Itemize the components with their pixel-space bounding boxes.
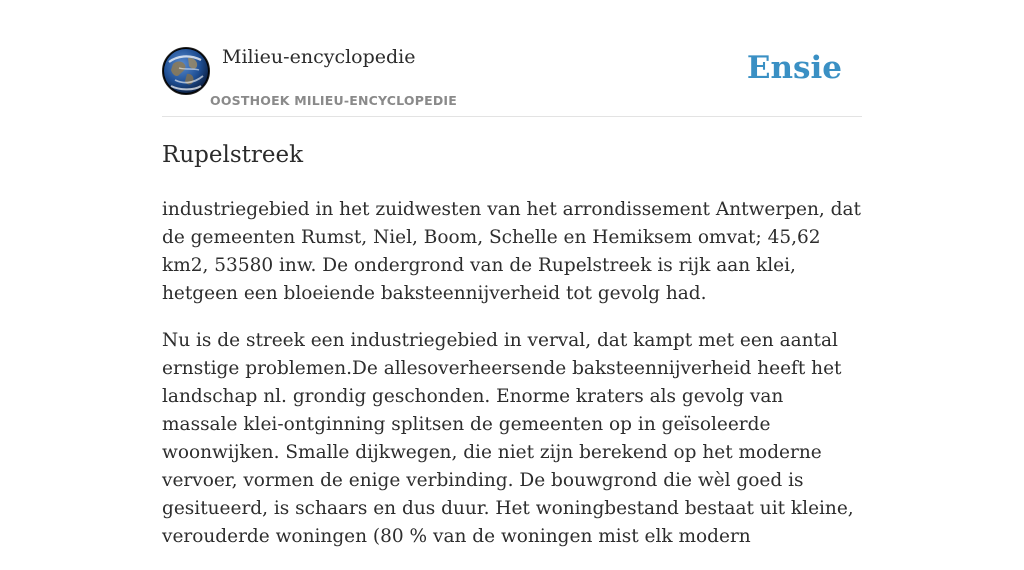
article [162, 140, 862, 570]
site-subtitle: OOSTHOEK MILIEU-ENCYCLOPEDIE [210, 93, 457, 108]
site-header [162, 0, 862, 117]
article-paragraph: industriegebied in het zuidwesten van het arrondissement Antwerpen, dat de gemeenten Rumst, Niel, Boom, Schelle en Hemiksem omvat; 45,62 km2, 53580 inw. De ondergrond van de Rupelstreek is rijk aan klei, hetgeen een bloeiende baksteennijverheid tot gevolg had. [162, 199, 861, 304]
earth-globe-icon[interactable] [162, 47, 210, 95]
article-title: Rupelstreek [162, 142, 304, 168]
earth-globe-graphic [163, 48, 209, 94]
site-title[interactable]: Milieu-encyclopedie [222, 46, 416, 68]
brand-logo-link[interactable]: Ensie [746, 50, 842, 86]
article-paragraph: Nu is de streek een industriegebied in verval, dat kampt met een aantal ernstige problemen.De allesoverheersende baksteennijverheid heeft het landschap nl. grondig geschonden. Enorme kraters als gevolg van massale klei-ontginning splitsen de gemeenten op in geïsoleerde woonwijken. Smalle dijkwegen, die niet zijn berekend op het moderne vervoer, vormen de enige verbinding. De bouwgrond die wèl goed is gesitueerd, is schaars en dus duur. Het woningbestand bestaat uit kleine, verouderde woningen (80 % van de woningen mist elk modern [162, 330, 854, 547]
